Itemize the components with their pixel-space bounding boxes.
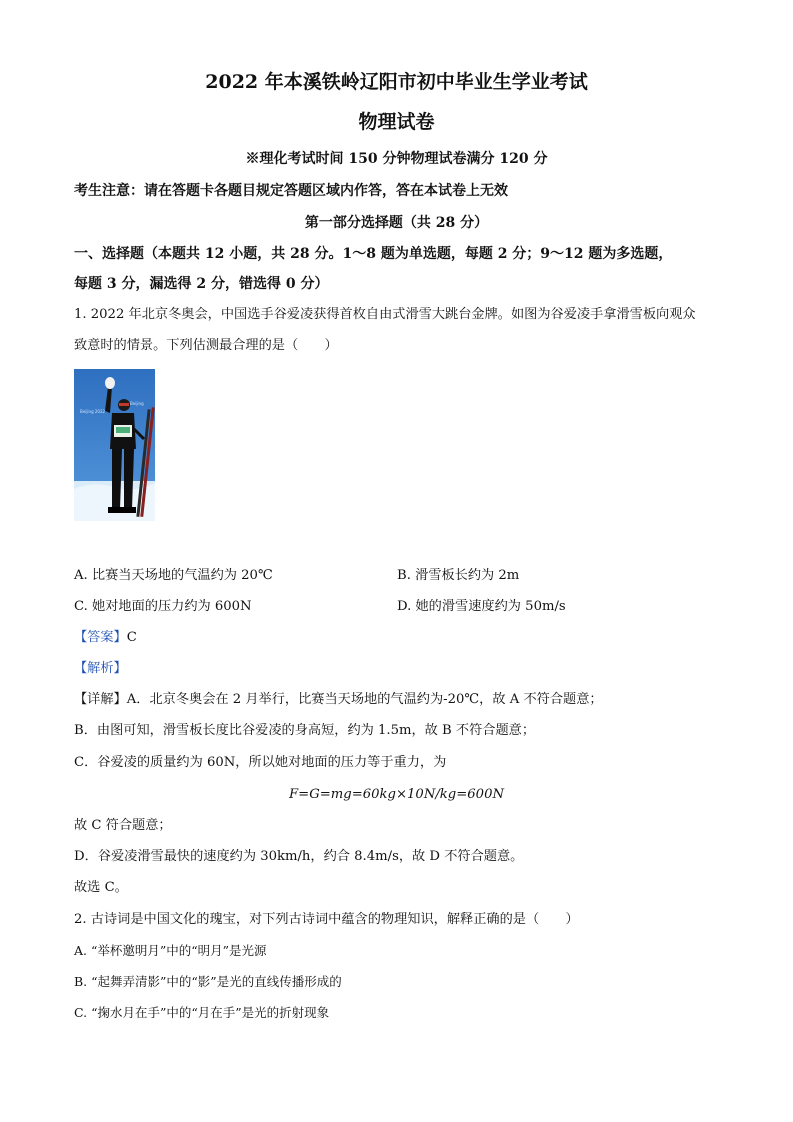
svg-text:Beijing: Beijing [130,401,144,406]
q1-formula: F=G=mg=60kg×10N/kg=600N [289,787,504,802]
q2-option-a: A. “举杯邀明月”中的“明月”是光源 [74,943,267,958]
q1-option-d: D. 她的滑雪速度约为 50m/s [397,599,566,614]
q1-detail-a: 【详解】A．北京冬奥会在 2 月举行，比赛当天场地的气温约为-20℃，故 A 不符合题意； [74,692,603,707]
q1-detail-d: D．谷爱凌滑雪最快的速度约为 30km/h，约合 8.4m/s，故 D 不符合题意。 [74,849,524,864]
answer-value: C [126,630,137,645]
q1-conclusion: 故选 C。 [74,880,128,895]
answer-label: 【答案】 [74,630,127,645]
q1-option-a: A. 比赛当天场地的气温约为 20℃ [74,568,273,583]
exam-subtitle: 物理试卷 [358,111,435,133]
analysis-label: 【解析】 [74,661,127,676]
exam-time-note: ※理化考试时间 150 分钟物理试卷满分 120 分 [245,151,548,167]
q2-option-b: B. “起舞弄清影”中的“影”是光的直线传播形成的 [74,974,342,989]
q1-answer [74,629,137,647]
skier-photo [74,369,155,521]
section-instructions-line1: 一、选择题（本题共 12 小题，共 28 分。1～8 题为单选题，每题 2 分；9～12 题为多选题， [74,246,673,262]
q1-detail-b: B．由图可知，滑雪板长度比谷爱凌的身高短，约为 1.5m，故 B 不符合题意； [74,723,536,738]
q1-detail-c2: 故 C 符合题意； [74,818,172,833]
q1-option-c: C. 她对地面的压力约为 600N [74,599,252,614]
q1-stem-line1: 1. 2022 年北京冬奥会，中国选手谷爱凌获得首枚自由式滑雪大跳台金牌。如图为谷爱凌手拿滑雪板向观众 [74,307,696,322]
q1-detail-c: C．谷爱凌的质量约为 60N，所以她对地面的压力等于重力，为 [74,755,447,770]
q2-stem: 2. 古诗词是中国文化的瑰宝，对下列古诗词中蕴含的物理知识，解释正确的是（ ） [74,912,579,927]
q2-option-c: C. “掬水月在手”中的“月在手”是光的折射现象 [74,1005,330,1020]
section-instructions-line2: 每题 3 分，漏选得 2 分，错选得 0 分） [74,276,329,292]
q1-stem-line2: 致意时的情景。下列估测最合理的是（ ） [74,338,338,353]
svg-text:Beijing 2022: Beijing 2022 [80,409,106,414]
q1-option-b: B. 滑雪板长约为 2m [397,568,520,583]
part-heading: 第一部分选择题（共 28 分） [304,215,489,231]
exam-title: 2022 年本溪铁岭辽阳市初中毕业生学业考试 [205,71,588,93]
candidate-notice: 考生注意：请在答题卡各题目规定答题区域内作答，答在本试卷上无效 [74,183,508,199]
